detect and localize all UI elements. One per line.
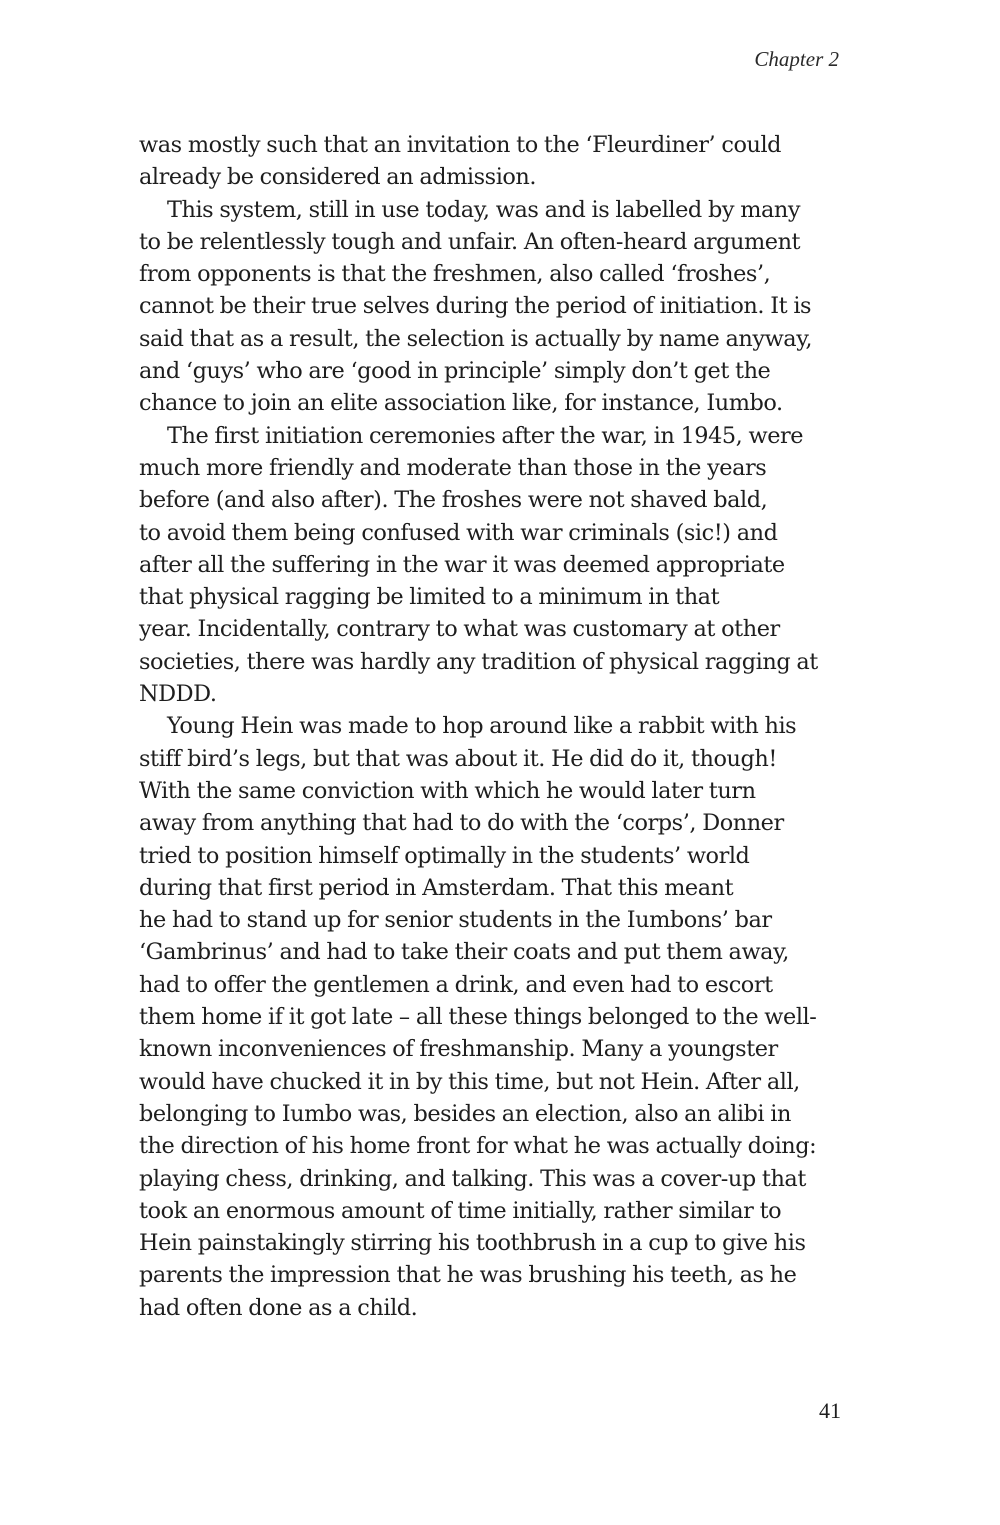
paragraph [139, 129, 861, 194]
text-line: chance to join an elite association like, for instance, Iumbo. [139, 390, 783, 417]
text-line: With the same conviction with which he would later turn [139, 777, 756, 804]
text-line: to be relentlessly tough and unfair. An often-heard argument [139, 228, 801, 255]
text-line: after all the suffering in the war it was deemed appropriate [139, 551, 785, 578]
text-line: that physical ragging be limited to a minimum in that [139, 584, 720, 611]
page-number: 41 [819, 1398, 841, 1423]
text-line: from opponents is that the freshmen, also called ‘froshes’, [139, 261, 771, 288]
text-line: stiff bird’s legs, but that was about it. He did do it, though! [139, 745, 777, 772]
text-line: parents the impression that he was brushing his teeth, as he [139, 1262, 797, 1289]
text-line: ‘Gambrinus’ and had to take their coats and put them away, [139, 939, 789, 966]
text-line: Hein painstakingly stirring his toothbrush in a cup to give his [139, 1230, 806, 1257]
paragraph [139, 420, 861, 711]
text-line: said that as a result, the selection is actually by name anyway, [139, 325, 813, 352]
text-line: was mostly such that an invitation to the ‘Fleurdiner’ could [139, 132, 782, 158]
running-head-chapter: Chapter 2 [754, 47, 839, 71]
text-line: and ‘guys’ who are ‘good in principle’ simply don’t get the [139, 358, 771, 385]
text-line: to avoid them being confused with war criminals (sic!) and [139, 519, 778, 546]
text-line: them home if it got late – all these things belonged to the well- [139, 1004, 817, 1031]
text-line: before (and also after). The froshes were not shaved bald, [139, 487, 768, 514]
text-line: societies, there was hardly any tradition of physical ragging at [139, 648, 818, 675]
paragraph [139, 710, 861, 1324]
text-line: already be considered an admission. [139, 164, 537, 191]
text-line: known inconveniences of freshmanship. Many a youngster [139, 1036, 778, 1063]
text-line: cannot be their true selves during the period of initiation. It is [139, 293, 812, 320]
text-line: had to offer the gentlemen a drink, and even had to escort [139, 971, 773, 998]
text-line: much more friendly and moderate than those in the years [139, 454, 767, 481]
text-line: during that first period in Amsterdam. That this meant [139, 874, 734, 901]
text-line: belonging to Iumbo was, besides an election, also an alibi in [139, 1100, 791, 1127]
text-line: Young Hein was made to hop around like a rabbit with his [167, 713, 797, 740]
text-line: took an enormous amount of time initially, rather similar to [139, 1197, 782, 1224]
text-line: year. Incidentally, contrary to what was customary at other [139, 616, 780, 643]
text-line: would have chucked it in by this time, but not Hein. After all, [139, 1068, 800, 1095]
text-line: This system, still in use today, was and is labelled by many [167, 196, 801, 223]
text-line: the direction of his home front for what he was actually doing: [139, 1133, 817, 1160]
text-line: had often done as a child. [139, 1294, 418, 1321]
text-line: away from anything that had to do with the ‘corps’, Donner [139, 810, 784, 837]
body-text [139, 129, 861, 1324]
text-line: The first initiation ceremonies after the war, in 1945, were [167, 422, 804, 449]
paragraph [139, 194, 861, 420]
text-line: he had to stand up for senior students in the Iumbons’ bar [139, 907, 772, 934]
text-line: playing chess, drinking, and talking. This was a cover-up that [139, 1165, 806, 1192]
text-line: NDDD. [139, 681, 217, 708]
text-line: tried to position himself optimally in the students’ world [139, 842, 750, 869]
